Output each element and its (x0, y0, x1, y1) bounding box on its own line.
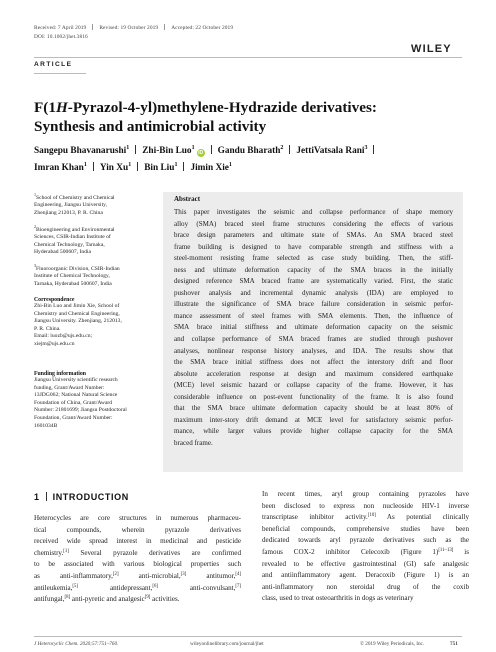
author-affiliation-mark: 1 (191, 145, 195, 151)
text-line: transcriptase inhibitor activity.[10] As potential clinically (262, 513, 469, 522)
author-name[interactable]: Jimin Xie (190, 163, 229, 173)
citation-ref[interactable]: [8] (64, 595, 71, 601)
text-line: antifungal,[8] anti-pyretic and analgesic[9] activities. (34, 595, 180, 604)
title-line-2: Synthesis and antimicrobial activity (34, 118, 267, 135)
text-line: Number: 21801699; Jiangsu Postdoctoral (34, 407, 127, 414)
text-line: been disclosed to express non nucleoside HIV-1 inverse (262, 501, 469, 510)
citation-ref[interactable]: [6] (152, 583, 158, 589)
author-name[interactable]: Zhi-Bin Luo (142, 146, 192, 156)
article-type-label: ARTICLE (34, 61, 73, 68)
author-separator (289, 145, 290, 154)
section-heading-introduction (34, 492, 129, 502)
footer-rule (34, 636, 462, 637)
text-line: antileukemia,[5] antidepressant,[6] anti-convulsant,[7] (34, 583, 242, 592)
author-list (34, 143, 464, 177)
author-affiliation-mark: 1 (128, 162, 132, 168)
funding-text (34, 377, 154, 430)
journal-url[interactable]: wileyonlinelibrary.com/journal/jhet (190, 641, 264, 647)
text-line: as anti-inflammatory,[2] anti-microbial,[3] antitumor,[4] (34, 571, 241, 580)
text-line: revealed to be effective gastrointestinal (GI) safe analgesic (262, 559, 469, 568)
text-line: famous COX-2 inhibitor Celecoxib (Figure 1)[11–13] is (262, 547, 469, 556)
section-title: INTRODUCTION (52, 492, 129, 502)
affiliations (34, 191, 152, 294)
citation-ref[interactable]: [10] (367, 513, 376, 519)
orcid-icon[interactable]: iD (198, 150, 204, 156)
text-line: absolute acceleration response at design and maximum considered earthquake (174, 369, 453, 378)
text-line: dedicated towards aryl pyrazole derivatives such as the (262, 536, 469, 545)
text-line: funding, Grant/Award Number: (34, 384, 105, 391)
text-line: chemistry.[1] Several pyrazole derivatives are confirmed (34, 548, 241, 557)
author-separator (373, 145, 374, 154)
body-column-right (262, 489, 469, 605)
text-line: braced frame. (174, 438, 213, 447)
text-line: designed reference SMA braced frame are systematically varied. First, the static (174, 277, 453, 286)
text-line: alloy (SMA) braced steel frame structures considering the effects of various (174, 219, 453, 228)
author-separator (93, 162, 94, 171)
citation-ref[interactable]: [2] (112, 571, 119, 577)
author-name[interactable]: Gandu Bharath (217, 146, 281, 156)
revised-date: Revised: 19 October 2019 (99, 25, 159, 31)
text-line: tical compounds, wherein pyrazole derivatives (34, 525, 241, 534)
author-name[interactable]: JettiVatsala Rani (296, 146, 365, 156)
correspondence-text (34, 303, 154, 349)
affiliation: $^3$Fluoroorganic Division, CSIR-Indian Institute of Chemical Technology, Tarnaka, Hyderabad 500607, India (34, 262, 120, 287)
citation-ref[interactable]: [3] (180, 571, 187, 577)
body-column-left (34, 513, 241, 606)
author-affiliation-mark: 1 (83, 162, 87, 168)
funding-block (34, 371, 154, 430)
author-separator (135, 145, 136, 154)
author-name[interactable]: Imran Khan (34, 163, 84, 173)
author-name[interactable]: Sangepu Bhavanarushi (34, 146, 127, 156)
text-line: Jiangsu University scientific research (34, 377, 118, 383)
text-line: Heterocycles are core structures in numerous pharmaceu- (34, 514, 241, 522)
text-line: maximum inter-story drift demand at MCE level for satisfactory seismic perfor- (174, 415, 453, 424)
author-name[interactable]: Yin Xu (99, 163, 129, 173)
history-line (34, 24, 233, 31)
text-line: received wide spread interest in medicinal and pesticide (34, 537, 241, 546)
text-line: ness and ultimate deformation capacity of the SMA braces in the initially (174, 265, 453, 274)
text-line: brace design parameters and ultimate state of SMAs. An SMA braced steel (174, 231, 453, 240)
citation-ref[interactable]: [5] (72, 583, 79, 589)
text-line: xiejm@ujs.edu.cn (34, 340, 75, 347)
author-affiliation-mark: 1 (228, 162, 232, 168)
text-line: class, used to treat osteoarthritis in dogs as veterinary (262, 594, 414, 603)
text-line: Chemistry and Chemical Engineering, (34, 310, 120, 317)
text-line: anti-inflammatory non steroidal drug of the coxib (262, 582, 469, 591)
text-line: to be associated with various biological properties such (34, 560, 241, 569)
text-line: SMA brace initial stiffness and ultimate deformation capacity on the seismic (174, 323, 453, 332)
text-line: and collapse performance of SMA braced frames are studied through pushover (174, 335, 453, 344)
citation-ref[interactable]: [1] (63, 548, 69, 554)
separator (92, 24, 93, 30)
author-affiliation-mark: 2 (280, 145, 284, 151)
doi-link[interactable]: DOI: 10.1002/jhet.3816 (34, 34, 88, 40)
title-line-1: F(1H-Pyrazol-4-yl)methylene-Hydrazide derivatives: (34, 99, 377, 116)
author-separator (211, 145, 212, 154)
citation-ref[interactable]: [7] (235, 583, 242, 589)
author-affiliation-mark: 1 (174, 162, 178, 168)
author-separator (183, 162, 184, 171)
author-affiliation-mark: 1 (126, 145, 130, 151)
copyright: © 2019 Wiley Periodicals, Inc. (360, 641, 425, 647)
author-affiliation-mark: 3 (364, 145, 368, 151)
separator (164, 24, 165, 30)
text-line: mance assessment of steel frames with SMA elements. Then, the influence of (174, 311, 453, 320)
text-line: Jiangsu University. Zhenjiang, 212013, (34, 318, 122, 325)
correspondence-block (34, 297, 154, 349)
text-line: (MCE) level seismic hazard or collapse capacity of the frame. However, it has (174, 381, 453, 390)
abstract-heading: Abstract (174, 195, 201, 203)
correspondence-heading: Correspondence (34, 297, 75, 303)
text-line: the SMA brace initial stiffness does not affect the interstory drift and floor (174, 358, 453, 367)
page-number: 751 (450, 641, 458, 647)
affiliation: $^1$School of Chemistry and Chemical Engineering, Jiangsu University, Zhenjiang 212013, P. R. China (34, 192, 115, 217)
article-title (34, 98, 464, 136)
accepted-date: Accepted: 22 October 2019 (171, 25, 234, 31)
text-line: and antiinflammatory agent. Deracoxib (Figure 1) is an (262, 571, 469, 580)
author-name[interactable]: Bin Liu (144, 163, 175, 173)
text-line: illustrate the significance of SMA brace failure consideration in seismic perfor- (174, 300, 453, 309)
received-date: Received: 7 April 2019 (34, 25, 87, 31)
text-line: 1601034B (34, 422, 58, 429)
text-line: considerable influence on post-event functionality of the frame. It is also found (174, 392, 453, 401)
text-line: P. R. China. (34, 325, 61, 332)
publisher-logo: WILEY (411, 43, 452, 55)
text-line: Foundation, Grant/Award Number: (34, 414, 113, 421)
separator (46, 492, 47, 501)
text-line: that the SMA brace ultimate deformation capacity should be at least 80% of (174, 404, 453, 413)
section-number: 1 (34, 492, 40, 502)
text-line: beneficial compounds, comprehensive studies have been (262, 524, 469, 533)
text-line: frame building is designed to have comparable strength and stiffness with a (174, 242, 453, 251)
text-line: Foundation of China, Grant/Award (34, 399, 113, 406)
citation-ref[interactable]: [11–13] (438, 547, 454, 553)
article-label-rule (34, 73, 86, 74)
text-line: analyses, nonlinear response history analyses, and IDA. The results show that (174, 346, 453, 355)
text-line: Email: luozb@ujs.edu.cn; (34, 333, 93, 340)
text-line: pushover analysis and incremental dynamic analysis (IDA) are employed to (174, 288, 453, 297)
header-rule (34, 57, 462, 58)
citation-ref[interactable]: [9] (144, 595, 151, 601)
text-line: steel-moment resisting frame selected as case study building. Then, the stiff- (174, 254, 453, 263)
abstract-text (174, 207, 453, 449)
funding-heading: Funding information (34, 371, 87, 377)
citation-ref[interactable]: [4] (235, 571, 241, 577)
author-separator (137, 162, 138, 171)
text-line: In recent times, aryl group containing pyrazoles have (262, 490, 469, 498)
text-line: Zhi-Bin Luo and Jimin Xie, School of (34, 303, 120, 309)
text-line: This paper investigates the seismic and collapse performance of shape memory (174, 208, 453, 216)
journal-citation: J Heterocyclic Chem. 2020;57:751–760. (34, 641, 119, 647)
text-line: mance, while larger values provide higher collapse capacity for the SMA (174, 427, 453, 436)
text-line: 13JDG062; National Natural Science (34, 392, 118, 399)
affiliation: $^2$Bioengineering and Environmental Sciences, CSIR-Indian Institute of Chemical Technology, Tarnaka, Hyderabad 500607, India (34, 223, 115, 256)
